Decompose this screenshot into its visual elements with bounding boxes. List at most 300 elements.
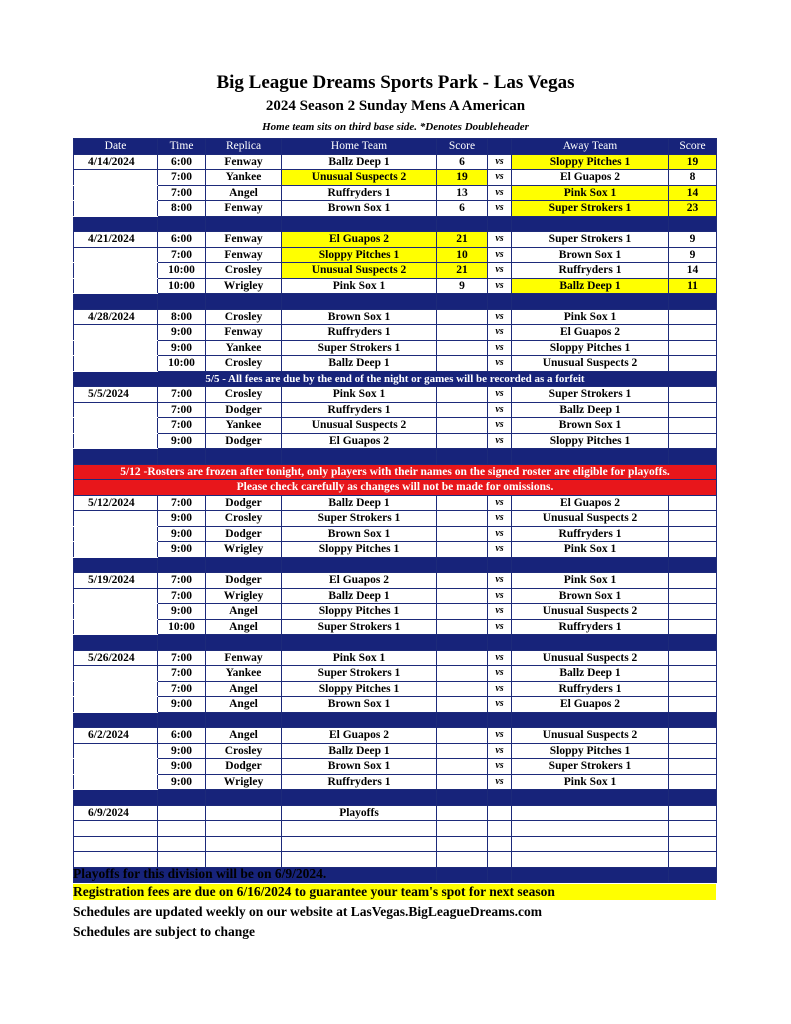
home-team-cell: Ballz Deep 1 [282,588,437,604]
time-cell: 9:00 [158,340,206,356]
away-team-cell: Sloppy Pitches 1 [512,340,669,356]
home-score-cell [437,542,488,558]
home-team-cell: Sloppy Pitches 1 [282,247,437,263]
replica-cell: Crosley [206,309,282,325]
away-score-cell [669,418,717,434]
away-team-cell: Unusual Suspects 2 [512,604,669,620]
away-team-cell [512,805,669,821]
table-row [74,402,717,418]
home-team-cell: Sloppy Pitches 1 [282,681,437,697]
home-team-cell: Pink Sox 1 [282,650,437,666]
blank-cell [206,852,282,868]
time-cell: 9:00 [158,697,206,713]
replica-cell: Wrigley [206,278,282,294]
home-team-cell: El Guapos 2 [282,573,437,589]
blank-cell [669,852,717,868]
date-cell: 4/14/2024 [74,154,158,170]
home-team-cell: Ruffryders 1 [282,402,437,418]
table-row [74,619,717,635]
vs-cell: vs [488,743,512,759]
separator-cell [669,449,717,465]
table-row [74,433,717,449]
separator-cell [437,712,488,728]
home-score-cell [437,418,488,434]
home-score-cell [437,604,488,620]
table-header-row [74,139,717,155]
date-cell [74,433,158,449]
replica-cell: Yankee [206,666,282,682]
separator-cell [74,449,158,465]
date-cell [74,774,158,790]
home-team-cell: Unusual Suspects 2 [282,263,437,279]
week-separator [74,557,717,573]
home-team-cell: Brown Sox 1 [282,309,437,325]
table-row [74,542,717,558]
away-score-cell [669,356,717,372]
home-score-cell: 6 [437,201,488,217]
time-cell: 7:00 [158,387,206,403]
separator-cell [488,449,512,465]
col-header-date: Date [74,139,158,155]
date-cell [74,263,158,279]
date-cell [74,278,158,294]
home-score-cell [437,356,488,372]
vs-cell: vs [488,387,512,403]
playoffs-label: Playoffs [282,805,437,821]
separator-cell [158,635,206,651]
table-row [74,325,717,341]
date-cell [74,402,158,418]
separator-cell [669,790,717,806]
away-team-cell: Ruffryders 1 [512,526,669,542]
date-cell [74,604,158,620]
home-score-cell [437,805,488,821]
table-row [74,418,717,434]
separator-cell [158,790,206,806]
date-cell [74,743,158,759]
replica-cell: Wrigley [206,588,282,604]
date-cell [74,588,158,604]
vs-cell: vs [488,650,512,666]
home-score-cell [437,309,488,325]
away-score-cell: 11 [669,278,717,294]
home-score-cell: 6 [437,154,488,170]
away-score-cell [669,340,717,356]
home-score-cell [437,681,488,697]
separator-cell [437,790,488,806]
home-team-cell: Ballz Deep 1 [282,495,437,511]
away-team-cell: Pink Sox 1 [512,185,669,201]
date-cell [74,526,158,542]
replica-cell: Dodger [206,495,282,511]
col-header-home-score: Score [437,139,488,155]
replica-cell: Angel [206,681,282,697]
vs-cell: vs [488,201,512,217]
away-score-cell: 19 [669,154,717,170]
away-team-cell: Super Strokers 1 [512,759,669,775]
away-score-cell [669,681,717,697]
away-team-cell: El Guapos 2 [512,325,669,341]
blank-cell [282,836,437,852]
time-cell: 8:00 [158,201,206,217]
separator-cell [158,216,206,232]
time-cell [158,805,206,821]
replica-cell: Angel [206,728,282,744]
separator-cell [669,557,717,573]
replica-cell: Wrigley [206,542,282,558]
replica-cell: Fenway [206,325,282,341]
date-cell [74,542,158,558]
table-row [74,573,717,589]
away-team-cell: Ballz Deep 1 [512,666,669,682]
separator-cell [206,294,282,310]
blank-cell [488,852,512,868]
away-team-cell: Pink Sox 1 [512,309,669,325]
home-team-cell: Brown Sox 1 [282,759,437,775]
time-cell: 10:00 [158,356,206,372]
time-cell: 9:00 [158,604,206,620]
playoffs-row [74,805,717,821]
table-row [74,232,717,248]
vs-cell: vs [488,170,512,186]
table-row [74,666,717,682]
home-team-cell: Ruffryders 1 [282,325,437,341]
replica-cell [206,805,282,821]
replica-cell: Fenway [206,154,282,170]
time-cell: 7:00 [158,650,206,666]
home-team-cell: Ruffryders 1 [282,774,437,790]
separator-cell [74,790,158,806]
away-score-cell [669,402,717,418]
home-score-cell [437,759,488,775]
away-team-cell: Sloppy Pitches 1 [512,433,669,449]
away-team-cell: Pink Sox 1 [512,542,669,558]
time-cell: 6:00 [158,728,206,744]
time-cell: 9:00 [158,759,206,775]
date-cell [74,681,158,697]
table-row [74,201,717,217]
blank-cell [512,836,669,852]
home-team-cell: Super Strokers 1 [282,619,437,635]
home-score-cell: 9 [437,278,488,294]
separator-cell [282,635,437,651]
vs-cell: vs [488,247,512,263]
separator-cell [512,790,669,806]
table-row [74,185,717,201]
date-cell [74,201,158,217]
col-header-home-team: Home Team [282,139,437,155]
separator-cell [488,790,512,806]
home-team-cell: Brown Sox 1 [282,201,437,217]
time-cell: 7:00 [158,495,206,511]
replica-cell: Fenway [206,247,282,263]
home-score-cell: 21 [437,263,488,279]
home-team-cell: Ballz Deep 1 [282,154,437,170]
replica-cell: Angel [206,619,282,635]
blank-row [74,836,717,852]
separator-cell [282,712,437,728]
away-score-cell: 14 [669,263,717,279]
away-team-cell: Super Strokers 1 [512,201,669,217]
vs-cell: vs [488,185,512,201]
date-cell [74,666,158,682]
table-row [74,728,717,744]
home-team-cell: El Guapos 2 [282,433,437,449]
vs-cell: vs [488,697,512,713]
away-team-cell: Super Strokers 1 [512,387,669,403]
date-cell [74,325,158,341]
home-score-cell [437,402,488,418]
away-team-cell: El Guapos 2 [512,170,669,186]
table-row [74,697,717,713]
separator-cell [74,635,158,651]
separator-cell [437,635,488,651]
table-row [74,154,717,170]
week-separator [74,449,717,465]
separator-cell [206,449,282,465]
separator-cell [206,635,282,651]
away-score-cell [669,573,717,589]
away-score-cell [669,325,717,341]
separator-cell [282,294,437,310]
away-team-cell: El Guapos 2 [512,697,669,713]
separator-cell [206,557,282,573]
date-cell: 5/5/2024 [74,387,158,403]
away-team-cell: Ruffryders 1 [512,681,669,697]
date-cell [74,185,158,201]
separator-cell [512,635,669,651]
replica-cell: Yankee [206,418,282,434]
away-score-cell [669,697,717,713]
separator-cell [488,216,512,232]
away-score-cell [669,666,717,682]
replica-cell: Angel [206,185,282,201]
away-team-cell: Pink Sox 1 [512,573,669,589]
away-score-cell [669,743,717,759]
col-header-time: Time [158,139,206,155]
vs-cell: vs [488,774,512,790]
home-score-cell: 13 [437,185,488,201]
footer-website-note: Schedules are updated weekly on our website at LasVegas.BigLeagueDreams.com [73,904,543,919]
separator-cell [74,216,158,232]
col-header-replica: Replica [206,139,282,155]
separator-cell [282,449,437,465]
home-score-cell [437,728,488,744]
away-team-cell: Sloppy Pitches 1 [512,154,669,170]
header-note: Home team sits on third base side. *Denotes Doubleheader [262,121,529,133]
home-score-cell [437,650,488,666]
away-score-cell: 8 [669,170,717,186]
replica-cell: Fenway [206,232,282,248]
home-team-cell: El Guapos 2 [282,232,437,248]
col-header-away-team: Away Team [512,139,669,155]
table-row [74,774,717,790]
blank-cell [282,821,437,837]
home-score-cell: 19 [437,170,488,186]
date-cell: 6/2/2024 [74,728,158,744]
vs-cell: vs [488,526,512,542]
replica-cell: Dodger [206,573,282,589]
blank-cell [206,836,282,852]
vs-cell: vs [488,728,512,744]
separator-cell [488,294,512,310]
home-score-cell [437,511,488,527]
away-score-cell [669,511,717,527]
date-cell [74,418,158,434]
date-cell [74,356,158,372]
vs-cell [488,805,512,821]
replica-cell: Dodger [206,433,282,449]
table-row [74,588,717,604]
home-team-cell: Unusual Suspects 2 [282,418,437,434]
blank-cell [669,821,717,837]
col-header-away-score: Score [669,139,717,155]
home-score-cell [437,666,488,682]
date-cell [74,759,158,775]
separator-cell [206,712,282,728]
date-cell [74,170,158,186]
fee-notice-row [74,371,717,387]
home-team-cell: Sloppy Pitches 1 [282,542,437,558]
away-team-cell: Unusual Suspects 2 [512,356,669,372]
time-cell: 8:00 [158,309,206,325]
away-team-cell: Brown Sox 1 [512,247,669,263]
blank-cell [74,852,158,868]
table-row [74,743,717,759]
blank-cell [158,852,206,868]
table-row [74,340,717,356]
vs-cell: vs [488,309,512,325]
week-separator [74,216,717,232]
table-row [74,170,717,186]
replica-cell: Yankee [206,340,282,356]
date-cell: 6/9/2024 [74,805,158,821]
home-team-cell: Pink Sox 1 [282,387,437,403]
separator-cell [512,557,669,573]
time-cell: 9:00 [158,542,206,558]
away-score-cell [669,542,717,558]
home-score-cell [437,495,488,511]
fee-notice: 5/5 - All fees are due by the end of the night or games will be recorded as a forfeit [74,371,717,387]
replica-cell: Dodger [206,402,282,418]
time-cell: 9:00 [158,774,206,790]
away-score-cell [669,759,717,775]
week-separator [74,790,717,806]
separator-cell [512,294,669,310]
week-separator [74,294,717,310]
table-row [74,526,717,542]
away-score-cell [669,387,717,403]
vs-cell: vs [488,619,512,635]
away-team-cell: Super Strokers 1 [512,232,669,248]
table-row [74,309,717,325]
away-team-cell: Ruffryders 1 [512,619,669,635]
replica-cell: Crosley [206,511,282,527]
home-team-cell: Brown Sox 1 [282,697,437,713]
separator-cell [488,557,512,573]
separator-cell [437,294,488,310]
home-score-cell [437,433,488,449]
home-team-cell: Super Strokers 1 [282,511,437,527]
table-row [74,681,717,697]
date-cell [74,340,158,356]
separator-cell [282,790,437,806]
replica-cell: Angel [206,604,282,620]
date-cell: 5/12/2024 [74,495,158,511]
vs-cell: vs [488,356,512,372]
home-team-cell: Super Strokers 1 [282,340,437,356]
time-cell: 6:00 [158,154,206,170]
vs-cell: vs [488,154,512,170]
schedule-table [73,138,717,883]
footer-registration-note: Registration fees are due on 6/16/2024 to guarantee your team's spot for next season [73,884,716,900]
replica-cell: Wrigley [206,774,282,790]
separator-cell [74,557,158,573]
vs-cell: vs [488,433,512,449]
home-team-cell: Brown Sox 1 [282,526,437,542]
table-row [74,263,717,279]
home-score-cell [437,526,488,542]
home-team-cell: Unusual Suspects 2 [282,170,437,186]
blank-cell [158,836,206,852]
time-cell: 7:00 [158,573,206,589]
home-score-cell [437,774,488,790]
vs-cell: vs [488,604,512,620]
footer-playoffs-note: Playoffs for this division will be on 6/9/2024. [73,866,327,881]
home-score-cell [437,588,488,604]
vs-cell: vs [488,588,512,604]
away-score-cell [669,433,717,449]
away-score-cell [669,774,717,790]
vs-cell: vs [488,542,512,558]
blank-cell [158,821,206,837]
date-cell [74,247,158,263]
vs-cell: vs [488,511,512,527]
blank-cell [437,836,488,852]
separator-cell [488,635,512,651]
time-cell: 7:00 [158,170,206,186]
away-team-cell: Unusual Suspects 2 [512,728,669,744]
vs-cell: vs [488,232,512,248]
separator-cell [488,712,512,728]
away-score-cell: 9 [669,232,717,248]
time-cell: 9:00 [158,743,206,759]
home-team-cell: Ballz Deep 1 [282,743,437,759]
home-score-cell [437,697,488,713]
time-cell: 10:00 [158,278,206,294]
date-cell: 4/21/2024 [74,232,158,248]
date-cell [74,697,158,713]
schedule-body [74,154,717,883]
home-team-cell: Ruffryders 1 [282,185,437,201]
home-score-cell [437,340,488,356]
away-score-cell [669,309,717,325]
roster-notice: Please check carefully as changes will not be made for omissions. [74,480,717,496]
away-team-cell: Unusual Suspects 2 [512,511,669,527]
table-row [74,650,717,666]
table-row [74,604,717,620]
vs-cell: vs [488,495,512,511]
away-score-cell [669,728,717,744]
date-cell: 5/19/2024 [74,573,158,589]
separator-cell [669,216,717,232]
away-team-cell: Ballz Deep 1 [512,278,669,294]
replica-cell: Dodger [206,759,282,775]
table-row [74,356,717,372]
col-header-vs [488,139,512,155]
replica-cell: Fenway [206,650,282,666]
home-team-cell: El Guapos 2 [282,728,437,744]
